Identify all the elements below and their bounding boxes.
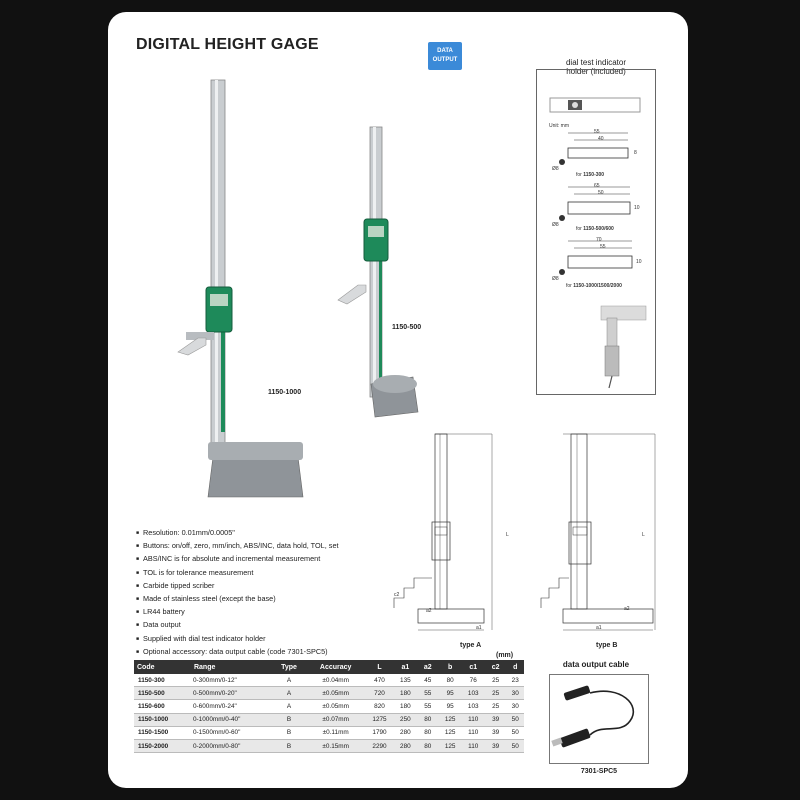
height-gage-1000-image [178,80,303,497]
cell-a2: 80 [417,726,439,739]
cell-c2: 39 [485,726,507,739]
holder-1-dim-inner: 40 [598,136,604,142]
holder-photo [548,94,643,118]
cell-range: 0-1000mm/0-40" [191,713,272,726]
cell-code: 1150-1500 [134,726,191,739]
spec-table [134,660,524,753]
cell-range: 0-1500mm/0-60" [191,726,272,739]
cell-range: 0-500mm/0-20" [191,687,272,700]
cell-range: 0-2000mm/0-80" [191,739,272,752]
cell-l: 1790 [365,726,394,739]
holder-3-dim-height: 10 [636,259,642,265]
cell-b: 125 [439,739,462,752]
cell-a1: 280 [394,726,417,739]
drawing-a-dim-a2: a2 [426,608,432,614]
cell-code: 1150-2000 [134,739,191,752]
cell-code: 1150-600 [134,700,191,713]
cell-code: 1150-500 [134,687,191,700]
holder-indicator-photo [541,298,651,390]
cell-c2: 25 [485,687,507,700]
col-header-a2: a2 [417,660,439,674]
table-row [134,674,524,687]
cell-d: 50 [506,726,524,739]
cell-a2: 80 [417,713,439,726]
cell-d: 50 [506,713,524,726]
drawing-b-dim-a2: a2 [624,606,630,612]
cell-c1: 76 [462,674,485,687]
table-row [134,713,524,726]
holder-1-dim-total: 55 [594,129,600,135]
type-b-label: type B [596,642,618,649]
cell-c2: 39 [485,713,507,726]
holder-3-dim-inner: 55 [600,244,606,250]
catalog-card [108,12,688,788]
cell-accuracy: ±0.11mm [306,726,365,739]
cable-image [549,674,649,764]
drawing-type-a [382,430,512,640]
cable-title: data output cable [562,660,630,669]
drawing-b-dim-a1: a1 [596,625,602,631]
holder-2-dim-total: 65 [594,183,600,189]
cell-l: 720 [365,687,394,700]
cell-b: 95 [439,687,462,700]
cell-type: A [272,687,306,700]
holder-3-dim-dia: Ø8 [552,276,559,282]
cell-l: 2290 [365,739,394,752]
cell-b: 95 [439,700,462,713]
col-header-c2: c2 [485,660,507,674]
cell-d: 30 [506,700,524,713]
cell-accuracy: ±0.15mm [306,739,365,752]
cell-c1: 110 [462,726,485,739]
drawing-a-dim-a1: a1 [476,625,482,631]
spec-item: ■ Carbide tipped scriber [136,580,339,593]
spec-item: ■ Optional accessory: data output cable (code 7301-SPC5) [136,646,339,659]
cable-code: 7301-SPC5 [580,768,618,775]
table-unit: (mm) [496,652,514,659]
cell-c1: 103 [462,700,485,713]
cell-accuracy: ±0.07mm [306,713,365,726]
cell-a2: 45 [417,674,439,687]
page-title: DIGITAL HEIGHT GAGE [136,36,319,53]
cell-a2: 80 [417,739,439,752]
badge-line1: DATA [437,48,453,54]
holder-2-dim-dia: Ø8 [552,222,559,228]
cell-a2: 55 [417,687,439,700]
cell-type: B [272,713,306,726]
cell-b: 125 [439,726,462,739]
cell-c1: 110 [462,739,485,752]
table-row [134,726,524,739]
spec-item: ■ ABS/INC is for absolute and incremental measurement [136,553,339,566]
model-label-1000: 1150-1000 [268,389,302,396]
holder-title-line2: holder (included) [566,67,626,76]
holder-diagram-1 [548,130,648,180]
cell-code: 1150-1000 [134,713,191,726]
spec-list [136,527,339,659]
cell-l: 820 [365,700,394,713]
col-header-c1: c1 [462,660,485,674]
cell-range: 0-300mm/0-12" [191,674,272,687]
spec-item: ■ LR44 battery [136,606,339,619]
cell-c1: 103 [462,687,485,700]
badge-line2: OUTPUT [432,57,458,63]
holder-3-dim-total: 70 [596,237,602,243]
cell-d: 50 [506,739,524,752]
holder-title-line1: dial test indicator [565,58,627,67]
table-row [134,700,524,713]
spec-item: ■ Made of stainless steel (except the base) [136,593,339,606]
col-header-l: L [365,660,394,674]
cell-a1: 250 [394,713,417,726]
cell-a1: 135 [394,674,417,687]
type-a-label: type A [460,642,482,649]
cell-b: 125 [439,713,462,726]
col-header-accuracy: Accuracy [306,660,365,674]
cell-c2: 39 [485,739,507,752]
holder-diagram-2 [548,184,648,234]
col-header-d: d [506,660,524,674]
cell-type: B [272,739,306,752]
holder-diagram-3 [548,238,648,290]
cell-l: 470 [365,674,394,687]
col-header-a1: a1 [394,660,417,674]
data-output-badge [428,42,462,70]
holder-2-caption: for 1150-500/600 [576,226,614,232]
cell-type: A [272,674,306,687]
cell-a1: 180 [394,687,417,700]
table-header-row [134,660,524,674]
col-header-b: b [439,660,462,674]
cell-a2: 55 [417,700,439,713]
cell-type: B [272,726,306,739]
spec-item: ■ Supplied with dial test indicator holder [136,633,339,646]
cell-a1: 180 [394,700,417,713]
cell-l: 1275 [365,713,394,726]
cell-b: 80 [439,674,462,687]
holder-1-caption: for 1150-300 [576,172,605,178]
cell-accuracy: ±0.04mm [306,674,365,687]
cell-c2: 25 [485,700,507,713]
holder-1-dim-height: 8 [634,150,637,156]
holder-2-dim-height: 10 [634,205,640,211]
table-row [134,687,524,700]
cell-c2: 25 [485,674,507,687]
cell-a1: 280 [394,739,417,752]
cell-accuracy: ±0.05mm [306,700,365,713]
holder-3-caption: for 1150-1000/1500/2000 [566,283,622,289]
col-header-range: Range [191,660,272,674]
cell-range: 0-600mm/0-24" [191,700,272,713]
height-gage-500-image [333,122,423,422]
holder-2-dim-inner: 50 [598,190,604,196]
spec-item: ■ TOL is for tolerance measurement [136,567,339,580]
drawing-a-dim-l: L [506,532,509,538]
holder-unit: Unit: mm [549,123,569,129]
holder-1-dim-dia: Ø8 [552,166,559,172]
table-row [134,739,524,752]
cell-d: 30 [506,687,524,700]
col-header-type: Type [272,660,306,674]
model-label-500: 1150-500 [392,324,422,331]
cell-accuracy: ±0.05mm [306,687,365,700]
cell-code: 1150-300 [134,674,191,687]
spec-item: ■ Buttons: on/off, zero, mm/inch, ABS/INC, data hold, TOL, set [136,540,339,553]
cell-d: 23 [506,674,524,687]
drawing-a-dim-c2: c2 [394,592,400,598]
cell-c1: 110 [462,713,485,726]
spec-item: ■ Resolution: 0.01mm/0.0005" [136,527,339,540]
drawing-b-dim-l: L [642,532,645,538]
cell-type: A [272,700,306,713]
col-header-code: Code [134,660,191,674]
spec-item: ■ Data output [136,619,339,632]
